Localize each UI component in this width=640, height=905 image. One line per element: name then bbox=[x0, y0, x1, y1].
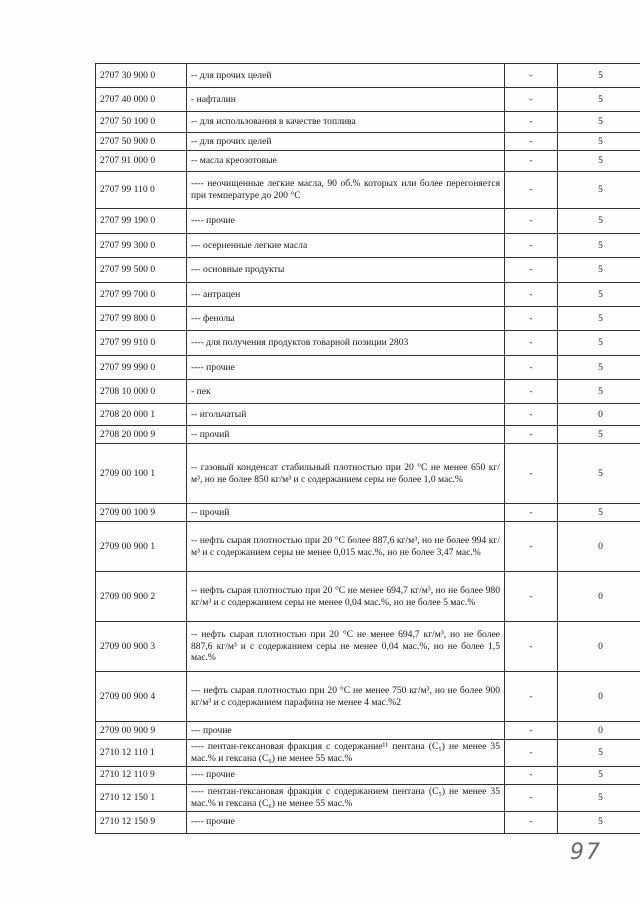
duty-dash-cell: - bbox=[505, 234, 558, 258]
rate-cell: 5 bbox=[558, 234, 640, 258]
rate-cell: 5 bbox=[558, 380, 640, 404]
table-row bbox=[96, 766, 640, 784]
tariff-table bbox=[95, 63, 640, 834]
tariff-code-cell: 2709 00 900 9 bbox=[96, 722, 187, 740]
table-row bbox=[96, 404, 640, 426]
rate-cell: 5 bbox=[558, 112, 640, 133]
duty-dash-cell: - bbox=[505, 766, 558, 784]
table-row bbox=[96, 740, 640, 767]
table-row bbox=[96, 112, 640, 133]
description-cell: --- фенолы bbox=[187, 307, 505, 331]
rate-cell: 5 bbox=[558, 88, 640, 112]
description-cell: ---- для получения продуктов товарной позиции 2803 bbox=[187, 331, 505, 356]
table-row bbox=[96, 380, 640, 404]
tariff-code-cell: 2710 12 150 1 bbox=[96, 784, 187, 811]
tariff-code-cell: 2707 99 110 0 bbox=[96, 172, 187, 209]
table-row bbox=[96, 504, 640, 522]
description-cell: -- масла креозотовые bbox=[187, 151, 505, 172]
rate-cell: 5 bbox=[558, 64, 640, 88]
description-cell: ---- прочие bbox=[187, 209, 505, 234]
tariff-code-cell: 2707 40 000 0 bbox=[96, 88, 187, 112]
tariff-code-cell: 2707 50 900 0 bbox=[96, 133, 187, 151]
tariff-code-cell: 2708 20 000 9 bbox=[96, 426, 187, 444]
tariff-code-cell: 2707 30 900 0 bbox=[96, 64, 187, 88]
duty-dash-cell: - bbox=[505, 404, 558, 426]
description-cell: ---- прочие bbox=[187, 811, 505, 833]
duty-dash-cell: - bbox=[505, 209, 558, 234]
tariff-code-cell: 2708 10 000 0 bbox=[96, 380, 187, 404]
table-row bbox=[96, 64, 640, 88]
rate-cell: 0 bbox=[558, 672, 640, 722]
rate-cell: 5 bbox=[558, 258, 640, 283]
tariff-code-cell: 2709 00 100 9 bbox=[96, 504, 187, 522]
duty-dash-cell: - bbox=[505, 356, 558, 380]
tariff-code-cell: 2707 99 800 0 bbox=[96, 307, 187, 331]
rate-cell: 5 bbox=[558, 444, 640, 504]
tariff-code-cell: 2709 00 900 1 bbox=[96, 522, 187, 572]
table-row bbox=[96, 784, 640, 811]
duty-dash-cell: - bbox=[505, 522, 558, 572]
description-cell: ---- пентан-гексановая фракция с содержание¹¹ пентана (C₅) не менее 35 мас.% и гексана (C₆) не менее 55 мас.% bbox=[187, 740, 505, 767]
rate-cell: 5 bbox=[558, 740, 640, 767]
duty-dash-cell: - bbox=[505, 572, 558, 622]
description-cell: -- нефть сырая плотностью при 20 °С более 887,6 кг/м³, но не более 994 кг/м³ и с содержанием серы не менее 0,015 мас.%, но не более 3,47 мас.% bbox=[187, 522, 505, 572]
rate-cell: 0 bbox=[558, 522, 640, 572]
rate-cell: 5 bbox=[558, 504, 640, 522]
duty-dash-cell: - bbox=[505, 444, 558, 504]
description-cell: ---- пентан-гексановая фракция с содержанием пентана (C₅) не менее 35 мас.% и гексана (C₆) не менее 55 мас.% bbox=[187, 784, 505, 811]
table-row bbox=[96, 672, 640, 722]
table-row bbox=[96, 151, 640, 172]
tariff-code-cell: 2709 00 900 4 bbox=[96, 672, 187, 722]
description-cell: --- основные продукты bbox=[187, 258, 505, 283]
tariff-code-cell: 2707 99 190 0 bbox=[96, 209, 187, 234]
rate-cell: 5 bbox=[558, 307, 640, 331]
duty-dash-cell: - bbox=[505, 88, 558, 112]
duty-dash-cell: - bbox=[505, 64, 558, 88]
tariff-code-cell: 2707 50 100 0 bbox=[96, 112, 187, 133]
description-cell: -- для прочих целей bbox=[187, 133, 505, 151]
table-row bbox=[96, 209, 640, 234]
description-cell: -- для использования в качестве топлива bbox=[187, 112, 505, 133]
rate-cell: 0 bbox=[558, 404, 640, 426]
table-row bbox=[96, 88, 640, 112]
description-cell: ---- неочищенные легкие масла, 90 об.% которых или более перегоняется при температуре до 200 °С bbox=[187, 172, 505, 209]
duty-dash-cell: - bbox=[505, 307, 558, 331]
rate-cell: 5 bbox=[558, 172, 640, 209]
duty-dash-cell: - bbox=[505, 426, 558, 444]
tariff-code-cell: 2709 00 100 1 bbox=[96, 444, 187, 504]
table-row bbox=[96, 522, 640, 572]
table-row bbox=[96, 133, 640, 151]
tariff-code-cell: 2710 12 110 1 bbox=[96, 740, 187, 767]
rate-cell: 5 bbox=[558, 766, 640, 784]
duty-dash-cell: - bbox=[505, 672, 558, 722]
description-cell: --- прочие bbox=[187, 722, 505, 740]
table-row bbox=[96, 234, 640, 258]
duty-dash-cell: - bbox=[505, 380, 558, 404]
rate-cell: 5 bbox=[558, 784, 640, 811]
tariff-code-cell: 2709 00 900 3 bbox=[96, 622, 187, 672]
tariff-code-cell: 2710 12 150 9 bbox=[96, 811, 187, 833]
tariff-code-cell: 2707 99 990 0 bbox=[96, 356, 187, 380]
table-row bbox=[96, 811, 640, 833]
rate-cell: 5 bbox=[558, 133, 640, 151]
rate-cell: 5 bbox=[558, 426, 640, 444]
tariff-table-body bbox=[96, 64, 640, 834]
tariff-code-cell: 2707 99 910 0 bbox=[96, 331, 187, 356]
description-cell: - пек bbox=[187, 380, 505, 404]
description-cell: -- нефть сырая плотностью при 20 °С не менее 694,7 кг/м³, но не более 980 кг/м³ и с содержанием серы не менее 0,04 мас.%, но не более 5 мас.% bbox=[187, 572, 505, 622]
duty-dash-cell: - bbox=[505, 112, 558, 133]
rate-cell: 0 bbox=[558, 622, 640, 672]
rate-cell: 5 bbox=[558, 331, 640, 356]
table-row bbox=[96, 258, 640, 283]
duty-dash-cell: - bbox=[505, 784, 558, 811]
rate-cell: 5 bbox=[558, 209, 640, 234]
table-row bbox=[96, 356, 640, 380]
handwritten-page-number: 97 bbox=[570, 840, 602, 865]
duty-dash-cell: - bbox=[505, 740, 558, 767]
table-row bbox=[96, 331, 640, 356]
table-row bbox=[96, 172, 640, 209]
rate-cell: 5 bbox=[558, 356, 640, 380]
rate-cell: 0 bbox=[558, 722, 640, 740]
tariff-code-cell: 2707 91 000 0 bbox=[96, 151, 187, 172]
tariff-code-cell: 2708 20 000 1 bbox=[96, 404, 187, 426]
tariff-code-cell: 2710 12 110 9 bbox=[96, 766, 187, 784]
tariff-code-cell: 2707 99 500 0 bbox=[96, 258, 187, 283]
rate-cell: 5 bbox=[558, 283, 640, 307]
table-row bbox=[96, 444, 640, 504]
duty-dash-cell: - bbox=[505, 811, 558, 833]
duty-dash-cell: - bbox=[505, 172, 558, 209]
tariff-code-cell: 2709 00 900 2 bbox=[96, 572, 187, 622]
description-cell: -- прочий bbox=[187, 426, 505, 444]
duty-dash-cell: - bbox=[505, 283, 558, 307]
table-row bbox=[96, 307, 640, 331]
duty-dash-cell: - bbox=[505, 722, 558, 740]
tariff-code-cell: 2707 99 700 0 bbox=[96, 283, 187, 307]
duty-dash-cell: - bbox=[505, 504, 558, 522]
duty-dash-cell: - bbox=[505, 151, 558, 172]
description-cell: -- прочий bbox=[187, 504, 505, 522]
table-row bbox=[96, 722, 640, 740]
description-cell: - нафталин bbox=[187, 88, 505, 112]
rate-cell: 5 bbox=[558, 151, 640, 172]
rate-cell: 0 bbox=[558, 572, 640, 622]
description-cell: -- газовый конденсат стабильный плотностью при 20 °С не менее 650 кг/м³, но не более 850 кг/м³ и с содержанием серы не более 1,0 мас.% bbox=[187, 444, 505, 504]
description-cell: --- антрацен bbox=[187, 283, 505, 307]
rate-cell: 5 bbox=[558, 811, 640, 833]
description-cell: -- нефть сырая плотностью при 20 °С не менее 694,7 кг/м³, но не более 887,6 кг/м³ и с содержанием серы не менее 0,04 мас.%, но не более 1,5 мас.% bbox=[187, 622, 505, 672]
table-row bbox=[96, 426, 640, 444]
duty-dash-cell: - bbox=[505, 622, 558, 672]
description-cell: -- игольчатый bbox=[187, 404, 505, 426]
table-row bbox=[96, 622, 640, 672]
duty-dash-cell: - bbox=[505, 331, 558, 356]
table-row bbox=[96, 572, 640, 622]
duty-dash-cell: - bbox=[505, 133, 558, 151]
description-cell: --- осерненные легкие масла bbox=[187, 234, 505, 258]
description-cell: -- для прочих целей bbox=[187, 64, 505, 88]
table-row bbox=[96, 283, 640, 307]
description-cell: ---- прочие bbox=[187, 766, 505, 784]
description-cell: ---- прочие bbox=[187, 356, 505, 380]
description-cell: --- нефть сырая плотностью при 20 °С не менее 750 кг/м³, но не более 900 кг/м³ и с содержанием парафина не менее 4 мас.%2 bbox=[187, 672, 505, 722]
tariff-code-cell: 2707 99 300 0 bbox=[96, 234, 187, 258]
duty-dash-cell: - bbox=[505, 258, 558, 283]
